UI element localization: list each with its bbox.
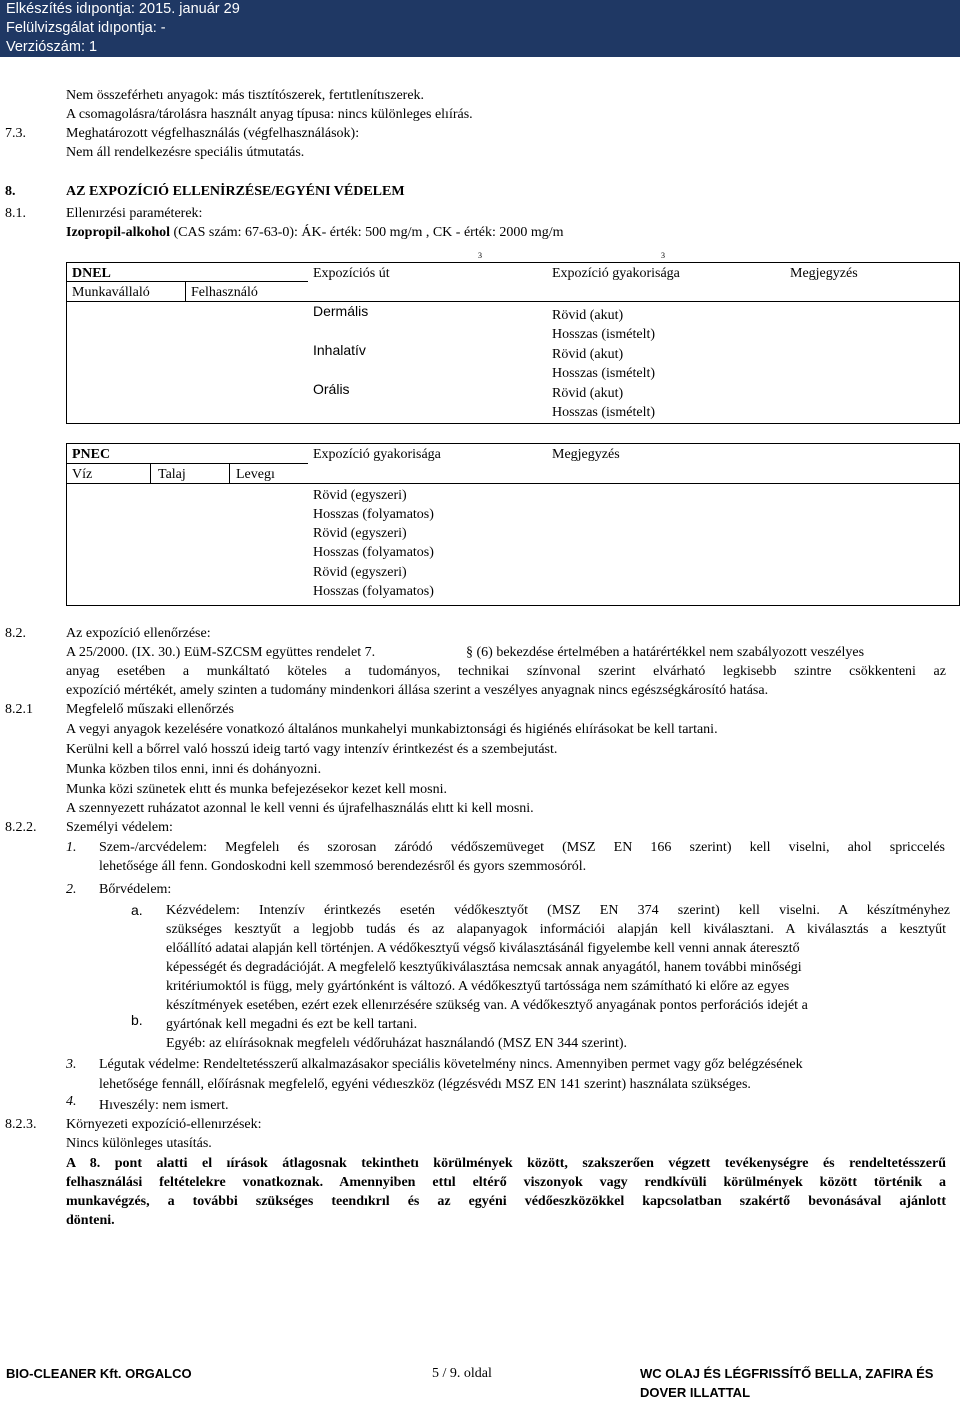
hand-protection-line: szükséges kesztyűt a legjobb tudás és az alapanyagok információi alapján kell kiválasztani. A kiválasztás a kesztyűt (166, 922, 946, 937)
dnel-col-frequency: Expozíció gyakorisága (552, 266, 680, 281)
isopropyl-limit-values (66, 223, 564, 242)
superscript-3: 3 (478, 251, 482, 260)
pnec-water: Víz (72, 467, 93, 482)
pnec-col-frequency: Expozíció gyakorisága (313, 447, 441, 462)
regulation-text-line: expozíció mértékét, amely szinten a tudomány mindenkori állása szerint a veszélyes anyagnak nincs egészségkárosító hatása. (66, 683, 769, 698)
pnec-air: Levegı (236, 467, 275, 482)
pnec-table (66, 443, 960, 606)
pnec-long: Hosszas (folyamatos) (313, 545, 434, 560)
hand-protection-line: kritériumoktól is függ, mely gyártónként is változó. A védőkesztyű tartóssága nem számítható ki előre az egyes (166, 979, 790, 994)
footer-product (640, 1364, 933, 1402)
item-4-number: 4. (66, 1094, 77, 1109)
section-8-2-3-number: 8.2.3. (5, 1117, 37, 1132)
freq-long: Hosszas (ismételt) (552, 405, 656, 420)
hand-protection-line: előállító adatai alapján kell történjen. A védőkesztyű végső kiválasztásánál figyelembe kell venni annak áteresztő (166, 941, 800, 956)
technical-control-line: Munka közben tilos enni, inni és dohányozni. (66, 762, 322, 777)
section-8-2-1-number: 8.2.1 (5, 702, 33, 717)
section-7-3-number: 7.3. (5, 126, 26, 141)
section-8-title: AZ EXPOZÍCIÓ ELLENİRZÉSE/EGYÉNI VÉDELEM (66, 184, 405, 199)
respiratory-protection-text: Légutak védelme: Rendeltetésszerű alkalmazásakor speciális követelmény nincs. Amennyiben permet vagy gőz belégzésének (99, 1057, 803, 1072)
packaging-material: A csomagolásra/tárolásra használt anyag típusa: nincs különleges elıírás. (66, 107, 473, 122)
dnel-title: DNEL (72, 266, 111, 281)
dnel-col-note: Megjegyzés (790, 266, 858, 281)
technical-control-line: A szennyezett ruházatot azonnal le kell venni és újrafelhasználás elıtt ki kell mosni. (66, 801, 534, 816)
table-divider (185, 281, 186, 301)
incompatible-materials: Nem összeférhetı anyagok: más tisztítószerek, fertıtlenítıszerek. (66, 88, 425, 103)
route-inhalation: Inhalatív (313, 342, 366, 358)
page-number: 5 / 9. oldal (432, 1366, 492, 1381)
eye-protection-text: lehetősége áll fenn. Gondoskodni kell szemmosó berendezésről és gyors szemmosóról. (99, 859, 587, 874)
hand-protection-line: Kézvédelem: Intenzív érintkezés esetén védőkesztyőt (MSZ EN 374 szerint) kell viselni. A készítményhez (166, 903, 950, 918)
section-8-2-3-title: Környezeti expozíció-ellenırzések: (66, 1117, 262, 1132)
substance-limits: (CAS szám: 67-63-0): ÁK- érték: 500 mg/m , CK - érték: 2000 mg/m (173, 225, 564, 240)
item-2-number: 2. (66, 882, 77, 897)
freq-short: Rövid (akut) (552, 308, 624, 323)
regulation-text-line: anyag esetében a munkáltató köteles a tudományos, technikai színvonal szerint elvárható legkisebb szintre csökkenteni az (66, 664, 946, 679)
section-8-number: 8. (5, 184, 16, 199)
freq-short: Rövid (akut) (552, 347, 624, 362)
general-note-line: felhasználási feltételekre vonatkoznak. Amennyiben ettıl eltérő viszonyok vagy rendkívüli körülmények között történik a (66, 1175, 946, 1190)
freq-long: Hosszas (ismételt) (552, 366, 656, 381)
freq-long: Hosszas (ismételt) (552, 327, 656, 342)
respiratory-protection-text: lehetősége fennáll, előírásnak megfelelő, egyéni védıeszköz (légzésvédı MSZ EN 141 szerint) használata szükséges. (99, 1077, 751, 1092)
pnec-col-note: Megjegyzés (552, 447, 620, 462)
pnec-short: Rövid (egyszeri) (313, 526, 407, 541)
skin-protection-title: Bőrvédelem: (99, 882, 172, 897)
route-oral: Orális (313, 381, 350, 397)
section-8-2-title: Az expozíció ellenőrzése: (66, 626, 211, 641)
regulation-ref: A 25/2000. (IX. 30.) EüM-SZCSM együttes rendelet 7. (66, 645, 376, 660)
environmental-text: Nincs különleges utasítás. (66, 1136, 212, 1151)
revision-date: Felülvizsgálat idıpontja: - (6, 20, 166, 36)
section-8-1-title: Ellenırzési paraméterek: (66, 206, 203, 221)
pnec-long: Hosszas (folyamatos) (313, 584, 434, 599)
general-note-line: dönteni. (66, 1213, 115, 1228)
footer-product-line: WC OLAJ ÉS LÉGFRISSÍTŐ BELLA, ZAFIRA ÉS (640, 1366, 934, 1381)
dnel-col-route: Expozíciós út (313, 266, 390, 281)
item-3-number: 3. (66, 1057, 77, 1072)
item-1-number: 1. (66, 840, 77, 855)
table-divider (150, 463, 151, 483)
hand-protection-line: készítmények esetében, ezért ezek ellenırzésére szükség van. A védőkesztyő anyagának pontos perforációs idejét a (166, 998, 808, 1013)
general-note-line: A 8. pont alatti el ıírások átlagosnak tekinthetı körülmények között, szakszerően végzett tevékenységre és rendeltetésszerű (66, 1156, 946, 1171)
route-dermal: Dermális (313, 303, 369, 319)
section-8-1-number: 8.1. (5, 206, 26, 221)
footer-product-line: DOVER ILLATTAL (640, 1385, 751, 1400)
technical-control-line: Munka közi szünetek elıtt és munka befejezésekor kezet kell mosni. (66, 782, 447, 797)
section-8-2-1-title: Megfelelő műszaki ellenőrzés (66, 702, 234, 717)
item-a-marker: a. (131, 902, 143, 918)
section-8-2-2-number: 8.2.2. (5, 820, 37, 835)
substance-name: Izopropil-alkohol (66, 225, 170, 240)
footer-company: BIO-CLEANER Kft. ORGALCO (6, 1366, 192, 1381)
section-7-3-text: Nem áll rendelkezésre speciális útmutatás. (66, 145, 305, 160)
table-divider (229, 463, 230, 483)
pnec-long: Hosszas (folyamatos) (313, 507, 434, 522)
eye-protection-text: Szem-/arcvédelem: Megfelelı és szorosan záródó védőszemüveget (MSZ EN 166 szerint) kell viselni, ahol spriccelés (99, 840, 945, 855)
dnel-sub-user: Felhasználó (191, 285, 258, 300)
pnec-short: Rövid (egyszeri) (313, 488, 407, 503)
version-number: Verziószám: 1 (6, 39, 98, 55)
technical-control-line: A vegyi anyagok kezelésére vonatkozó általános munkahelyi munkabiztonsági és higiénés elıírásokat be kell tartani. (66, 722, 718, 737)
freq-short: Rövid (akut) (552, 386, 624, 401)
pnec-soil: Talaj (158, 467, 186, 482)
thermal-hazard-text: Hıveszély: nem ismert. (99, 1098, 229, 1113)
table-divider (66, 483, 959, 484)
hand-protection-line: gyártónak kell megadni és ezt be kell tartani. (166, 1017, 418, 1032)
section-8-2-number: 8.2. (5, 626, 26, 641)
created-date: Elkészítés idıpontja: 2015. január 29 (6, 1, 240, 17)
hand-protection-line: képességét és degradációját. A megfelelő kesztyűkiválasztása nemcsak annak anyagától, hanem további minőségi (166, 960, 802, 975)
dnel-sub-worker: Munkavállaló (72, 285, 150, 300)
section-8-2-2-title: Személyi védelem: (66, 820, 173, 835)
pnec-short: Rövid (egyszeri) (313, 565, 407, 580)
pnec-title: PNEC (72, 447, 111, 462)
regulation-paragraph: § (6) bekezdése értelmében a határértékkel nem szabályozott veszélyes (466, 645, 865, 660)
superscript-3: 3 (661, 251, 665, 260)
document-header (0, 0, 960, 57)
item-b-marker: b. (131, 1012, 143, 1028)
general-note-line: munkavégzés, a további szükséges teendıkrıl és az egyéni védőeszközökkel kapcsolatban szakértő bevonásával ajánlott (66, 1194, 946, 1209)
other-protection-text: Egyéb: az elıírásoknak megfelelı védőruházat használandó (MSZ EN 344 szerint). (166, 1036, 628, 1051)
section-7-3-title: Meghatározott végfelhasználás (végfelhasználások): (66, 126, 360, 141)
technical-control-line: Kerülni kell a bőrrel való hosszú ideig tartó vagy intenzív érintkezést és a szembejutást. (66, 742, 558, 757)
